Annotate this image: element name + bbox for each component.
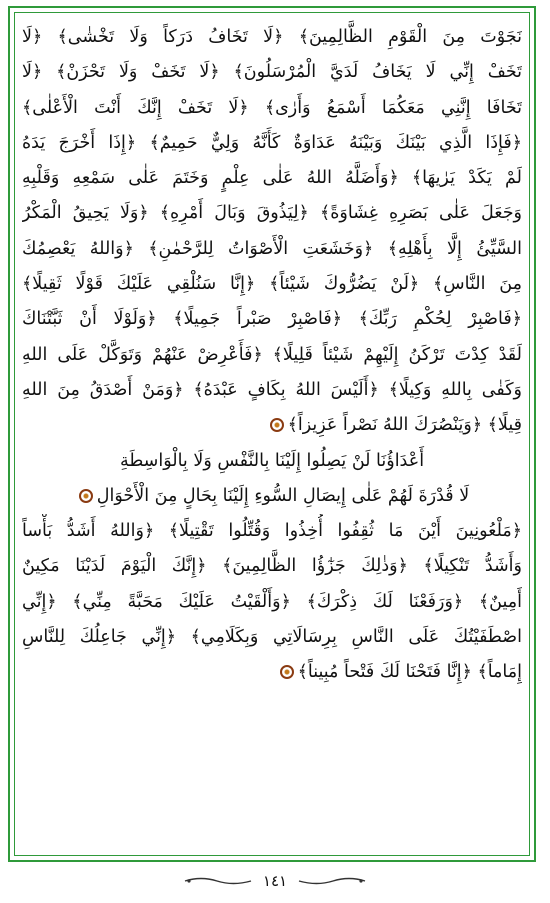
text-line-content: إِمَاماً﴾ ﴿إِنَّا فَتَحْنَا لَكَ فَتْحاً مُبِيناً﴾: [297, 662, 522, 683]
section-subheading: [22, 479, 522, 514]
text-line: [22, 338, 522, 373]
text-line-content: أَمِينٌ﴾ ﴿وَرَفَعْنَا لَكَ ذِكْرَكَ﴾ ﴿وَأَلْقَيْتُ عَلَيْكَ مَحَبَّةً مِنِّي﴾ ﴿إِنِّي: [22, 591, 522, 612]
section-subheading-text: لَا قُدْرَةَ لَهُمْ عَلٰى إِيصَالِ السُّوءِ إِلَيْنَا بِحَالٍ مِنَ الْأَحْوَالِ: [96, 485, 470, 506]
text-line: [22, 161, 522, 196]
text-line: [22, 126, 522, 161]
ornament-separator-icon: [280, 665, 294, 679]
text-line: [22, 408, 522, 443]
text-line-content: وَجَعَلَ عَلٰى بَصَرِهِ غِشَاوَةً﴾ ﴿لِيَذُوقَ وَبَالَ أَمْرِهِ﴾ ﴿وَلَا يَحِيقُ الْمَكْرُ: [22, 203, 522, 224]
text-line-content: ﴿فَاصْبِرْ لِحُكْمِ رَبِّكَ﴾ ﴿فَاصْبِرْ صَبْراً جَمِيلًا﴾ ﴿وَلَوْلَا أَنْ ثَبَّتْنَاكَ: [22, 309, 522, 330]
text-line-content: ﴿مَلْعُونِينَ أَيْنَ مَا ثُقِفُوا أُخِذُوا وَقُتِّلُوا تَقْتِيلًا﴾ ﴿وَاللهُ أَشَدُّ بَأْساً: [22, 521, 522, 542]
text-line-content: ﴿فَإِذَا الَّذِي بَيْنَكَ وَبَيْنَهُ عَدَاوَةٌ كَأَنَّهُ وَلِيٌّ حَمِيمٌ﴾ ﴿إِذَا أَخْرَجَ يَدَهُ: [22, 132, 522, 153]
page-number: ١٤١: [262, 872, 288, 890]
footer-ornament-left-icon: [183, 876, 253, 886]
text-line-content: تَخَفْ إِنِّي لَا يَخَافُ لَدَيَّ الْمُرْسَلُونَ﴾ ﴿لَا تَخَفْ وَلَا تَحْزَنْ﴾ ﴿لَا: [22, 62, 522, 83]
text-line-content: لَقَدْ كِدْتَ تَرْكَنُ إِلَيْهِمْ شَيْئاً قَلِيلًا﴾ ﴿فَأَعْرِضْ عَنْهُمْ وَتَوَكَّلْ عَلَى اللهِ: [22, 344, 522, 365]
text-line-content: قِيلًا﴾ ﴿وَيَنْصُرَكَ اللهُ نَصْراً عَزِيزاً﴾: [287, 415, 522, 436]
text-line: [22, 373, 522, 408]
page-footer: [0, 866, 550, 896]
text-line: [22, 585, 522, 620]
text-line-content: وَأَشَدُّ تَنْكِيلًا﴾ ﴿وَذٰلِكَ جَزٰٓؤُا الظَّالِمِينَ﴾ ﴿إِنَّكَ الْيَوْمَ لَدَيْنَا مَكِينٌ: [22, 556, 522, 577]
text-line: [22, 549, 522, 584]
text-line: [22, 55, 522, 90]
footer-ornament-right-icon: [297, 876, 367, 886]
text-line: [22, 20, 522, 55]
text-line-content: نَجَوْتَ مِنَ الْقَوْمِ الظَّالِمِينَ﴾ ﴿لَا تَخَافُ دَرَكاً وَلَا تَخْشٰى﴾ ﴿لَا: [22, 27, 522, 47]
text-line: [22, 655, 522, 690]
section-heading-text: أَعْدَاؤُنَا لَنْ يَصِلُوا إِلَيْنَا بِالنَّفْسِ وَلَا بِالْوَاسِطَةِ: [119, 450, 425, 471]
text-line-content: اصْطَفَيْتُكَ عَلَى النَّاسِ بِرِسَالَاتِي وَبِكَلَامِي﴾ ﴿إِنِّي جَاعِلُكَ لِلنَّاسِ: [22, 627, 522, 648]
text-line-content: وَكَفٰى بِاللهِ وَكِيلًا﴾ ﴿أَلَيْسَ اللهُ بِكَافٍ عَبْدَهُ﴾ ﴿وَمَنْ أَصْدَقُ مِنَ اللهِ: [22, 379, 522, 400]
text-line: [22, 620, 522, 655]
ornament-separator-icon: [79, 489, 93, 503]
page-body: [22, 20, 522, 850]
text-line: [22, 196, 522, 231]
ornament-separator-icon: [270, 418, 284, 432]
text-line: [22, 267, 522, 302]
text-line: [22, 232, 522, 267]
text-line-content: مِنَ النَّاسِ﴾ ﴿لَنْ يَضُرُّوكَ شَيْئاً﴾ ﴿إِنَّا سَنُلْقِي عَلَيْكَ قَوْلًا ثَقِيلًا﴾: [22, 274, 522, 295]
text-line-content: السَّيِّئُ إِلَّا بِأَهْلِهِ﴾ ﴿وَخَشَعَتِ الْأَصْوَاتُ لِلرَّحْمٰنِ﴾ ﴿وَاللهُ يَعْصِمُكَ: [22, 238, 522, 259]
text-line: [22, 514, 522, 549]
text-line-content: لَمْ يَكَدْ يَرٰيهَا﴾ ﴿وَأَضَلَّهُ اللهُ عَلٰى عِلْمٍ وَخَتَمَ عَلٰى سَمْعِهِ وَقَلْبِهِ: [22, 168, 522, 189]
section-heading: [22, 444, 522, 479]
text-line: [22, 302, 522, 337]
text-line-content: تَخَافَا إِنَّنِي مَعَكُمَا أَسْمَعُ وَأَرٰى﴾ ﴿لَا تَخَفْ إِنَّكَ أَنْتَ الْأَعْلٰى﴾: [22, 97, 522, 118]
text-line: [22, 91, 522, 126]
